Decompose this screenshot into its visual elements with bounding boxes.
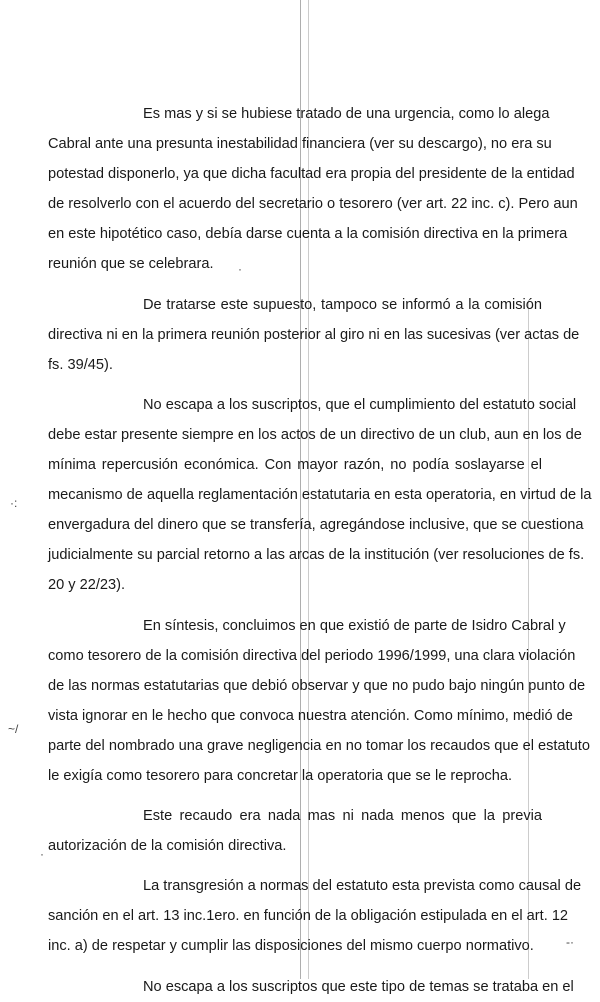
scan-speck: ·: — [10, 496, 18, 510]
paragraph — [48, 611, 590, 792]
text-line: envergadura del dinero que se transfería, agregándose inclusive, que se cuestiona — [48, 517, 584, 534]
text-line: En síntesis, concluimos en que existió de parte de Isidro Cabral y — [143, 617, 566, 634]
text-line: No escapa a los suscriptos, que el cumplimiento del estatuto social — [143, 396, 577, 413]
text-line: reunión que se celebrara. — [48, 256, 214, 273]
text-line: como tesorero de la comisión directiva del periodo 1996/1999, una clara violación — [48, 647, 576, 664]
text-line: sanción en el art. 13 inc.1ero. en función de la obligación estipulada en el art. 12 — [48, 908, 569, 925]
text-line: vista ignorar en le hecho que convoca nuestra atención. Como mínimo, medió de — [48, 707, 573, 724]
scan-speck: ~/ — [8, 722, 19, 736]
text-line: De tratarse este supuesto, tampoco se informó a la comisión — [143, 296, 542, 313]
text-line: de resolverlo con el acuerdo del secretario o tesorero (ver art. 22 inc. c). Pero aun — [48, 196, 578, 213]
text-line: debe estar presente siempre en los actos de un directivo de un club, aun en los de — [48, 426, 582, 443]
text-line: directiva ni en la primera reunión posterior al giro ni en las sucesivas (ver actas de — [48, 326, 580, 343]
paragraph — [48, 871, 582, 961]
paragraph — [48, 99, 578, 280]
text-line: autorización de la comisión directiva. — [48, 838, 287, 855]
text-line: potestad disponerlo, ya que dicha facultad era propia del presidente de la entidad — [48, 166, 575, 183]
text-line: en este hipotético caso, debía darse cuenta a la comisión directiva en la primera — [48, 226, 568, 243]
paragraph — [48, 801, 542, 861]
body-text — [48, 99, 592, 1002]
text-line: de las normas estatutarias que debió observar y que no pudo bajo ningún punto de — [48, 677, 586, 694]
scan-speck: -· — [566, 935, 574, 949]
text-line: inc. a) de respetar y cumplir las disposiciones del mismo cuerpo normativo. — [48, 938, 534, 955]
text-line: le exigía como tesorero para concretar la operatoria que se le reprocha. — [48, 767, 513, 784]
paragraph — [48, 972, 574, 1002]
paragraph — [48, 290, 580, 380]
scan-speck: · — [238, 262, 242, 276]
text-line: judicialmente su parcial retorno a las arcas de la institución (ver resoluciones de fs. — [48, 547, 585, 564]
text-line: Es mas y si se hubiese tratado de una urgencia, como lo alega — [143, 106, 550, 122]
text-line: No escapa a los suscriptos que este tipo de temas se trataba en el — [143, 978, 574, 995]
text-line: parte del nombrado una grave negligencia en no tomar los recaudos que el estatuto — [48, 737, 590, 754]
text-line: 20 y 22/23). — [48, 577, 126, 594]
paragraph — [48, 390, 592, 601]
text-line: Cabral ante una presunta inestabilidad financiera (ver su descargo), no era su — [48, 136, 552, 153]
scan-speck: · — [40, 847, 44, 861]
text-line: mínima repercusión económica. Con mayor razón, no podía soslayarse el — [48, 457, 542, 474]
text-line: La transgresión a normas del estatuto esta prevista como causal de — [143, 878, 582, 895]
text-line: Este recaudo era nada mas ni nada menos que la previa — [143, 808, 542, 825]
text-line: fs. 39/45). — [48, 356, 113, 373]
text-line: mecanismo de aquella reglamentación estatutaria en esta operatoria, en virtud de la — [48, 487, 592, 504]
